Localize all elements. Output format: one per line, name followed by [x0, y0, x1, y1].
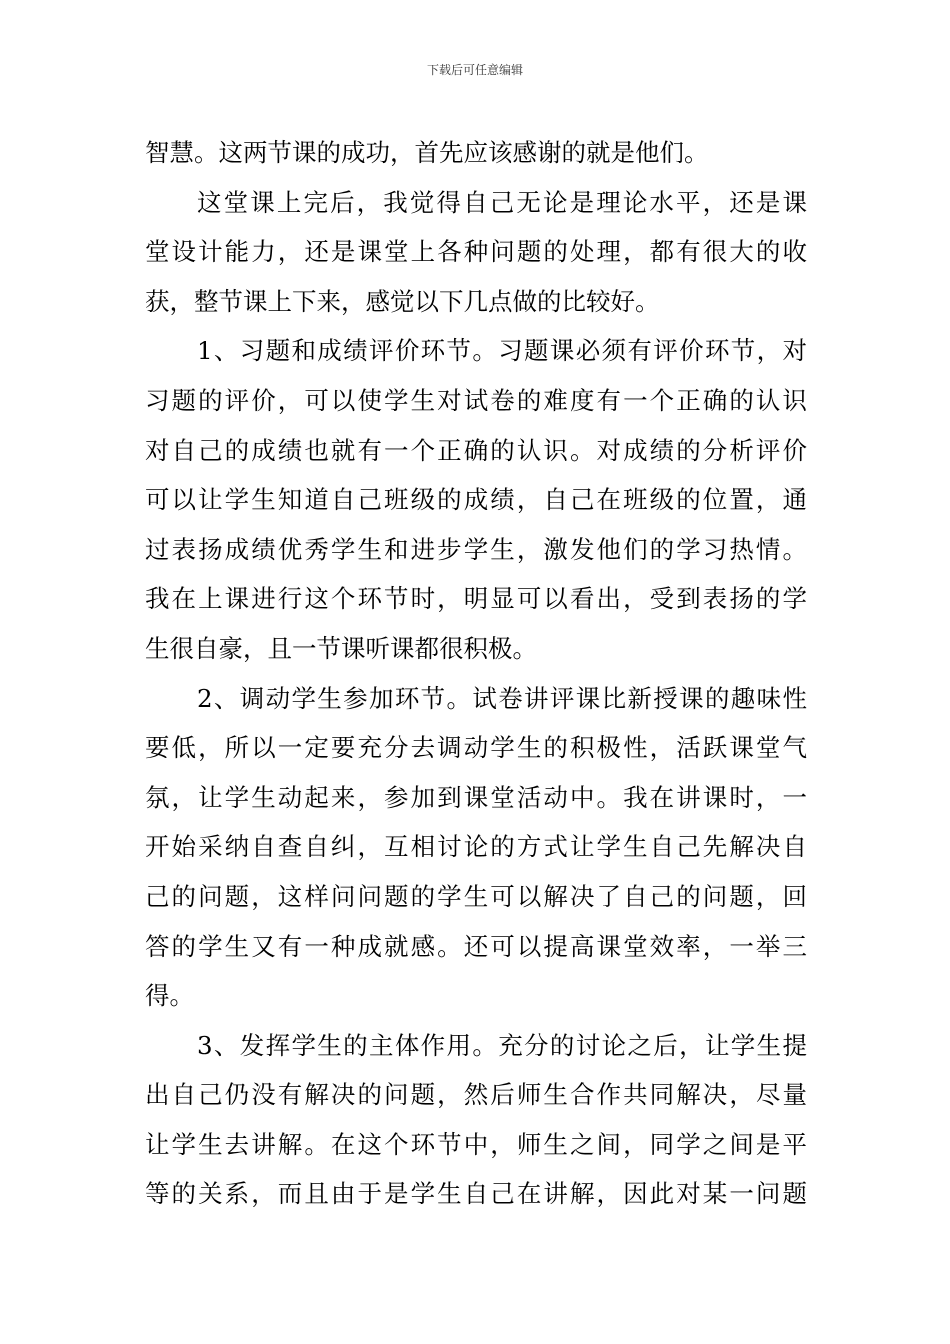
text-line: 智慧。这两节课的成功，首先应该感谢的就是他们。: [145, 138, 709, 167]
text-line: 3、发挥学生的主体作用。充分的讨论之后，让学生提: [197, 1030, 807, 1060]
text-line: 对自己的成绩也就有一个正确的认识。对成绩的分析评价: [145, 435, 807, 465]
text-line: 己的问题，这样问问题的学生可以解决了自己的问题，回: [145, 881, 807, 911]
text-line: 可以让学生知道自己班级的成绩，自己在班级的位置，通: [145, 485, 807, 515]
text-line: 这堂课上完后，我觉得自己无论是理论水平，还是课: [197, 187, 807, 217]
text-line: 出自己仍没有解决的问题，然后师生合作共同解决，尽量: [145, 1080, 807, 1110]
page-header: 下载后可任意编辑: [426, 63, 523, 77]
text-line: 等的关系，而且由于是学生自己在讲解，因此对某一问题: [145, 1179, 807, 1209]
text-line: 2、调动学生参加环节。试卷讲评课比新授课的趣味性: [197, 683, 807, 713]
paragraph: [145, 128, 807, 178]
text-line: 我在上课进行这个环节时，明显可以看出，受到表扬的学: [145, 584, 807, 614]
text-line: 过表扬成绩优秀学生和进步学生，激发他们的学习热情。: [145, 534, 807, 564]
text-line: 得。: [145, 981, 194, 1011]
text-line: 堂设计能力，还是课堂上各种问题的处理，都有很大的收: [145, 237, 807, 267]
text-line: 答的学生又有一种成就感。还可以提高课堂效率，一举三: [145, 931, 807, 961]
text-line: 开始采纳自查自纠，互相讨论的方式让学生自己先解决自: [145, 832, 807, 862]
paragraph: [145, 178, 807, 327]
paragraph: [145, 1021, 807, 1219]
text-line: 让学生去讲解。在这个环节中，师生之间，同学之间是平: [145, 1129, 807, 1159]
text-line: 生很自豪，且一节课听课都很积极。: [145, 633, 537, 663]
paragraph: [145, 674, 807, 1021]
text-line: 习题的评价，可以使学生对试卷的难度有一个正确的认识: [145, 385, 807, 415]
text-line: 获，整节课上下来，感觉以下几点做的比较好。: [145, 286, 660, 316]
text-line: 1、习题和成绩评价环节。习题课必须有评价环节，对: [197, 336, 807, 366]
text-line: 要低，所以一定要充分去调动学生的积极性，活跃课堂气: [145, 733, 807, 763]
text-line: 氛，让学生动起来，参加到课堂活动中。我在讲课时，一: [145, 782, 807, 812]
document-body: [145, 128, 807, 1219]
paragraph: [145, 326, 807, 673]
